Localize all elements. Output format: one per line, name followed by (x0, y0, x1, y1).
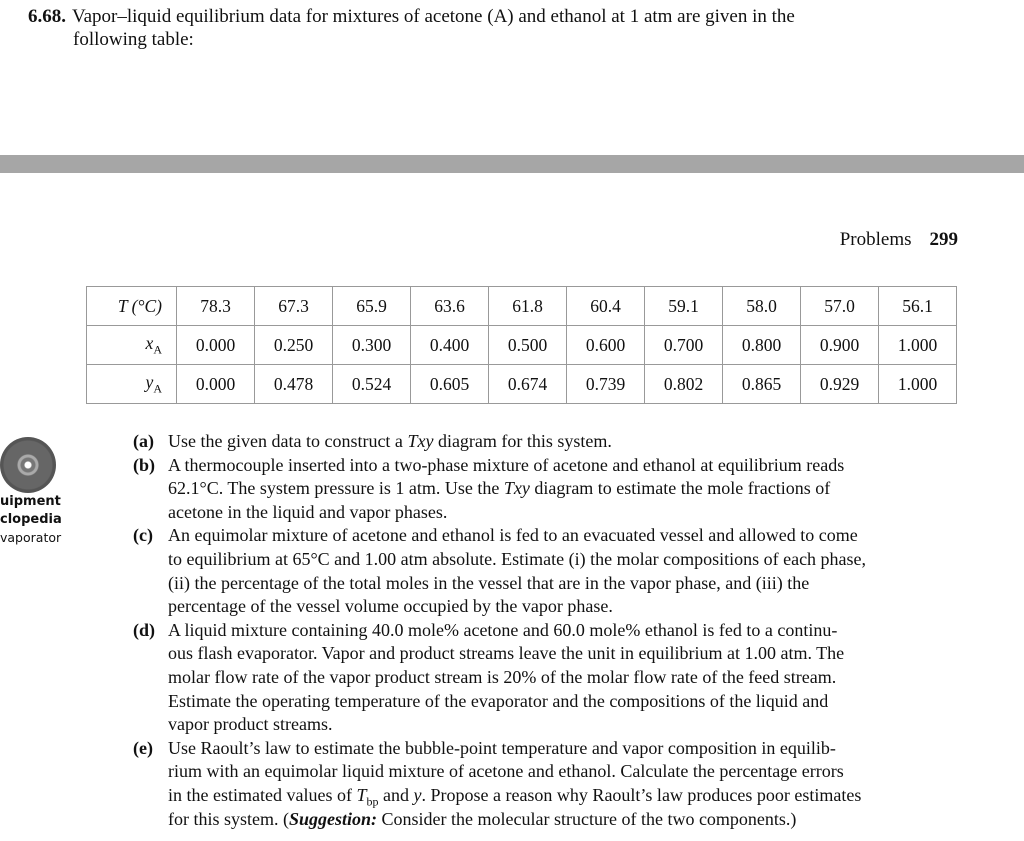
text-segment: An equimolar mixture of acetone and ethanol is fed to an evacuated vessel and allowed to come (168, 525, 858, 546)
part-text (168, 666, 836, 690)
part-text (168, 501, 447, 525)
text-segment: Estimate the operating temperature of the evaporator and the compositions of the liquid and (168, 690, 829, 711)
row-header (87, 365, 177, 404)
part-text (168, 690, 828, 714)
problem-number: 6.68. (28, 6, 66, 27)
text-segment: rium with an equimolar liquid mixture of acetone and ethanol. Calculate the percentage errors (168, 761, 844, 782)
table-cell: 0.900 (801, 326, 879, 365)
text-segment: 62.1°C. The system pressure is 1 atm. Use the (168, 478, 504, 499)
table-cell: 0.605 (411, 365, 489, 404)
table-cell: 0.000 (177, 326, 255, 365)
part-text (168, 454, 844, 478)
row-label: T (°C) (117, 295, 162, 316)
table-cell: 78.3 (177, 287, 255, 326)
part-text (168, 595, 613, 619)
table-cell: 0.500 (489, 326, 567, 365)
row-header (87, 287, 177, 326)
table-cell: 0.674 (489, 365, 567, 404)
part-text (168, 713, 332, 737)
text-segment: Txy (407, 431, 434, 451)
part-text (168, 477, 830, 501)
page-number: 299 (929, 229, 958, 250)
table-cell: 0.739 (567, 365, 645, 404)
part-text (168, 430, 612, 454)
text-segment: y (413, 784, 422, 805)
text-segment: Use the given data to construct a (168, 431, 408, 451)
problem-text-2: following table: (73, 29, 194, 50)
table-cell: 0.400 (411, 326, 489, 365)
running-head (840, 229, 958, 251)
cd-icon[interactable] (0, 437, 56, 493)
text-segment: Use Raoult’s law to estimate the bubble-point temperature and vapor composition in equilib- (168, 737, 836, 758)
table-cell: 65.9 (333, 287, 411, 326)
vle-data-table (86, 286, 957, 404)
table-cell: 58.0 (723, 287, 801, 326)
row-label-sub: A (153, 342, 162, 357)
table-cell: 0.802 (645, 365, 723, 404)
text-segment: (ii) the percentage of the total moles in the vessel that are in the vapor phase, and (iii) the (168, 572, 810, 593)
text-segment: in the estimated values of (168, 784, 357, 805)
table-cell: 57.0 (801, 287, 879, 326)
encyclopedia-reference[interactable] (0, 493, 62, 547)
table-cell: 0.000 (177, 365, 255, 404)
text-segment: to equilibrium at 65°C and 1.00 atm absolute. Estimate (i) the molar compositions of each phase, (168, 548, 867, 569)
text-segment: acetone in the liquid and vapor phases. (168, 501, 448, 522)
table-row (87, 287, 957, 326)
running-head-label: Problems (839, 229, 912, 250)
text-segment: for this system. ( (168, 808, 289, 829)
part-text (168, 548, 866, 572)
part-text (168, 572, 809, 596)
table-cell: 0.300 (333, 326, 411, 365)
text-segment: Consider the molecular structure of the two components.) (377, 808, 797, 829)
table-cell: 0.600 (567, 326, 645, 365)
problem-text: Vapor–liquid equilibrium data for mixtures of acetone (A) and ethanol at 1 atm are given in the (72, 6, 795, 27)
part-label: (e) (133, 737, 153, 758)
text-segment: vapor product streams. (168, 714, 333, 735)
text-segment: Suggestion: (289, 808, 378, 829)
text-segment: A liquid mixture containing 40.0 mole% acetone and 60.0 mole% ethanol is fed to a continu- (168, 619, 838, 640)
text-segment: . Propose a reason why Raoult’s law produces poor estimates (421, 784, 862, 805)
part-text (168, 642, 844, 666)
table-row (87, 326, 957, 365)
text-segment: and (378, 784, 414, 805)
part-text (168, 524, 858, 548)
table-cell: 0.865 (723, 365, 801, 404)
part-text (168, 760, 844, 784)
text-segment: bp (366, 794, 379, 809)
table-cell: 0.700 (645, 326, 723, 365)
table-row (87, 365, 957, 404)
text-segment: diagram to estimate the mole fractions of (529, 478, 831, 499)
text-segment: A thermocouple inserted into a two-phase mixture of acetone and ethanol at equilibrium reads (168, 454, 845, 475)
table-cell: 0.929 (801, 365, 879, 404)
part-text (168, 619, 837, 643)
text-segment: molar flow rate of the vapor product stream is 20% of the molar flow rate of the feed stream. (168, 666, 837, 687)
problem-statement (28, 5, 795, 51)
table-cell: 63.6 (411, 287, 489, 326)
table-cell: 1.000 (879, 365, 957, 404)
table-cell: 1.000 (879, 326, 957, 365)
table-cell: 0.250 (255, 326, 333, 365)
table-cell: 0.478 (255, 365, 333, 404)
part-label: (d) (133, 619, 155, 640)
text-segment: T (356, 784, 367, 805)
sidebar-text: clopedia (0, 512, 62, 527)
text-segment: diagram for this system. (433, 431, 612, 451)
sidebar-text: vaporator (0, 530, 62, 545)
part-text (168, 808, 796, 832)
table-cell: 67.3 (255, 287, 333, 326)
part-label: (a) (133, 431, 154, 451)
page-divider (0, 155, 1024, 173)
text-segment: Txy (503, 478, 530, 499)
table-cell: 0.800 (723, 326, 801, 365)
table-cell: 61.8 (489, 287, 567, 326)
row-label: x (145, 332, 154, 353)
table-cell: 56.1 (879, 287, 957, 326)
row-label-sub: A (153, 381, 162, 396)
table-cell: 60.4 (567, 287, 645, 326)
table-cell: 0.524 (333, 365, 411, 404)
row-label: y (145, 371, 154, 392)
row-header (87, 326, 177, 365)
part-text (168, 737, 836, 761)
text-segment: percentage of the vessel volume occupied by the vapor phase. (168, 596, 613, 617)
text-segment: ous flash evaporator. Vapor and product streams leave the unit in equilibrium at 1.00 atm. The (168, 643, 845, 664)
part-label: (b) (133, 454, 155, 475)
sidebar-text: uipment (0, 494, 61, 509)
table-cell: 59.1 (645, 287, 723, 326)
part-label: (c) (133, 525, 153, 546)
